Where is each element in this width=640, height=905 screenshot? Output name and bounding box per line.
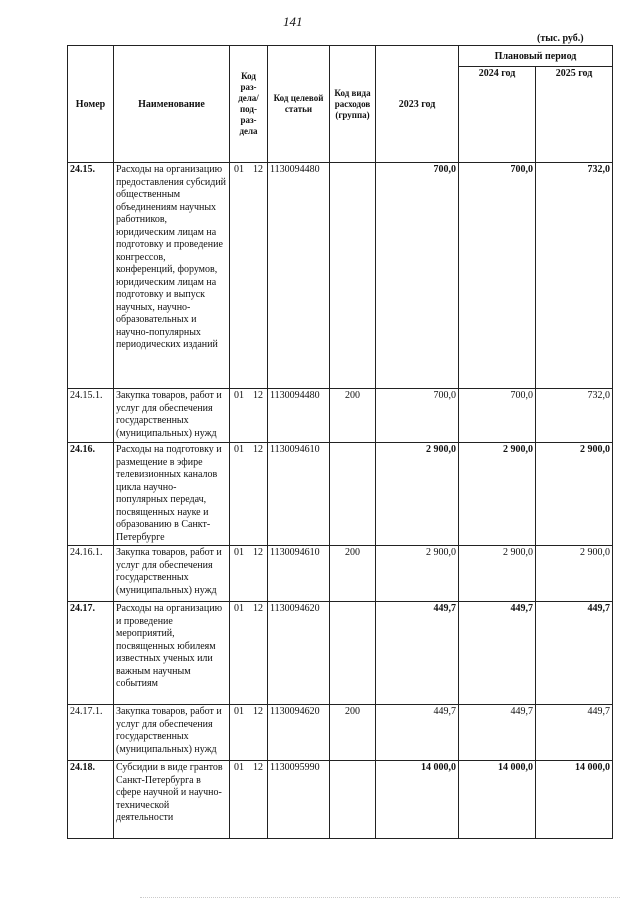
section-code: 01 — [234, 603, 244, 614]
table-row — [68, 761, 613, 839]
row-name: Субсидии в виде грантов Санкт-Петербурга в сфере научной и научно-технической деятельности — [114, 761, 230, 839]
row-2023: 2 900,0 — [376, 443, 459, 546]
subsection-code: 12 — [253, 603, 263, 614]
row-expense-type — [330, 163, 376, 389]
row-2025: 449,7 — [536, 705, 613, 761]
row-target: 1130094610 — [268, 546, 330, 602]
row-number: 24.17.1. — [68, 705, 114, 761]
row-expense-type — [330, 761, 376, 839]
subsection-code: 12 — [253, 390, 263, 401]
row-number: 24.15.1. — [68, 389, 114, 443]
page-number: 141 — [283, 14, 303, 29]
subsection-code: 12 — [253, 762, 263, 773]
header-expense-type: Код вида расходов (группа) — [330, 46, 376, 163]
row-2023: 449,7 — [376, 602, 459, 705]
page-bottom-artifact — [140, 897, 620, 902]
header-plan-period: Плановый период — [459, 46, 613, 67]
header-2025: 2025 год — [536, 67, 613, 163]
section-code: 01 — [234, 762, 244, 773]
budget-table — [67, 45, 613, 839]
header-2024: 2024 год — [459, 67, 536, 163]
table-row — [68, 602, 613, 705]
header-target: Код целевой статьи — [268, 46, 330, 163]
row-2023: 700,0 — [376, 389, 459, 443]
row-section — [230, 602, 268, 705]
row-number: 24.15. — [68, 163, 114, 389]
row-2023: 2 900,0 — [376, 546, 459, 602]
row-2025: 2 900,0 — [536, 546, 613, 602]
table-row — [68, 443, 613, 546]
row-2025: 449,7 — [536, 602, 613, 705]
row-name: Расходы на организацию и проведение мероприятий, посвященных юбилеям известных ученых или важным научным событиям — [114, 602, 230, 705]
section-code: 01 — [234, 164, 244, 175]
row-name: Расходы на организацию предоставления субсидий общественным объединениям научных работников, юридическим лицам на подготовку и проведение конгрессов, конференций, форумов, юридическим лицам на подготовку и выпуск научных, научно-образовательных и научно-популярных периодических изданий — [114, 163, 230, 389]
row-section — [230, 389, 268, 443]
row-expense-type: 200 — [330, 546, 376, 602]
row-section — [230, 163, 268, 389]
row-2024: 2 900,0 — [459, 546, 536, 602]
row-2024: 449,7 — [459, 602, 536, 705]
subsection-code: 12 — [253, 444, 263, 455]
header-number: Номер — [68, 46, 114, 163]
row-2023: 14 000,0 — [376, 761, 459, 839]
row-section — [230, 705, 268, 761]
section-code: 01 — [234, 706, 244, 717]
row-2024: 2 900,0 — [459, 443, 536, 546]
row-target: 1130095990 — [268, 761, 330, 839]
row-section — [230, 761, 268, 839]
table-row — [68, 389, 613, 443]
row-section — [230, 443, 268, 546]
row-2023: 449,7 — [376, 705, 459, 761]
subsection-code: 12 — [253, 547, 263, 558]
header-name: Наименование — [114, 46, 230, 163]
table-row — [68, 163, 613, 389]
row-target: 1130094610 — [268, 443, 330, 546]
header-section: Код раз-дела/ под-раз-дела — [230, 46, 268, 163]
row-2024: 700,0 — [459, 389, 536, 443]
row-2025: 14 000,0 — [536, 761, 613, 839]
row-target: 1130094480 — [268, 389, 330, 443]
row-number: 24.16. — [68, 443, 114, 546]
row-2025: 2 900,0 — [536, 443, 613, 546]
row-section — [230, 546, 268, 602]
row-number: 24.18. — [68, 761, 114, 839]
header-2023: 2023 год — [376, 46, 459, 163]
table-row — [68, 546, 613, 602]
section-code: 01 — [234, 444, 244, 455]
row-name: Закупка товаров, работ и услуг для обеспечения государственных (муниципальных) нужд — [114, 389, 230, 443]
row-2025: 732,0 — [536, 389, 613, 443]
row-name: Закупка товаров, работ и услуг для обеспечения государственных (муниципальных) нужд — [114, 546, 230, 602]
table-row — [68, 705, 613, 761]
row-expense-type — [330, 602, 376, 705]
row-2024: 14 000,0 — [459, 761, 536, 839]
row-2023: 700,0 — [376, 163, 459, 389]
row-number: 24.17. — [68, 602, 114, 705]
row-name: Закупка товаров, работ и услуг для обеспечения государственных (муниципальных) нужд — [114, 705, 230, 761]
section-code: 01 — [234, 547, 244, 558]
subsection-code: 12 — [253, 164, 263, 175]
row-2025: 732,0 — [536, 163, 613, 389]
row-number: 24.16.1. — [68, 546, 114, 602]
row-target: 1130094620 — [268, 705, 330, 761]
section-code: 01 — [234, 390, 244, 401]
row-target: 1130094620 — [268, 602, 330, 705]
row-expense-type: 200 — [330, 389, 376, 443]
row-2024: 700,0 — [459, 163, 536, 389]
row-expense-type — [330, 443, 376, 546]
units-label: (тыс. руб.) — [537, 33, 584, 44]
row-2024: 449,7 — [459, 705, 536, 761]
row-name: Расходы на подготовку и размещение в эфире телевизионных каналов цикла научно-популярных передач, посвященных науке и образованию в Санкт-Петербурге — [114, 443, 230, 546]
row-target: 1130094480 — [268, 163, 330, 389]
subsection-code: 12 — [253, 706, 263, 717]
row-expense-type: 200 — [330, 705, 376, 761]
